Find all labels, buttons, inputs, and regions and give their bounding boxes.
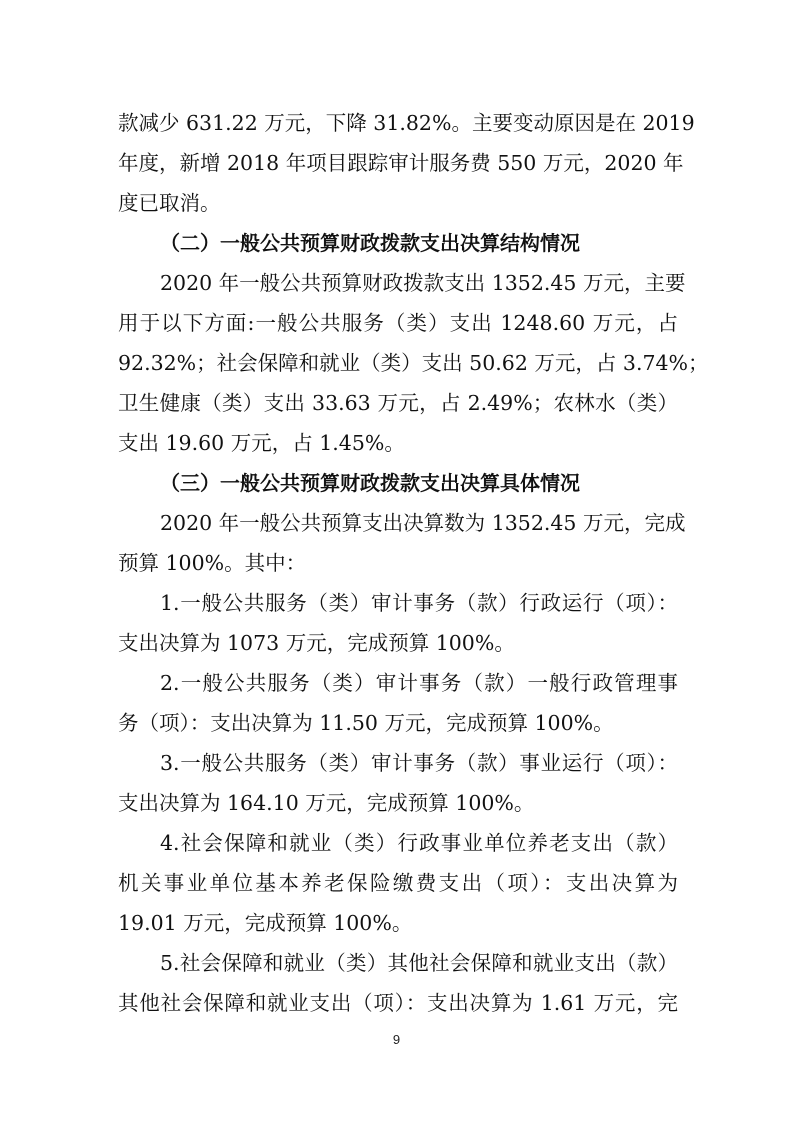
item-5-line-2: 其他社会保障和就业支出（项）：支出决算为 1.61 万元，完: [118, 991, 678, 1015]
page-number: 9: [392, 1032, 401, 1047]
body-line-5: 2020 年一般公共预算财政拨款支出 1352.45 万元，主要: [160, 271, 686, 295]
item-4-line-2: 机关事业单位基本养老保险缴费支出（项）：支出决算为: [118, 871, 678, 895]
body-line-3: 度已取消。: [118, 191, 221, 215]
item-1-line-2: 支出决算为 1073 万元，完成预算 100%。: [118, 631, 515, 655]
body-line-6: 用于以下方面:一般公共服务（类）支出 1248.60 万元，占: [118, 311, 678, 335]
item-4-line-3: 19.01 万元，完成预算 100%。: [118, 911, 413, 935]
item-5-line-1: 5.社会保障和就业（类）其他社会保障和就业支出（款）: [160, 951, 678, 975]
body-line-12: 预算 100%。其中：: [118, 551, 307, 575]
body-line-2: 年度，新增 2018 年项目跟踪审计服务费 550 万元，2020 年: [118, 151, 684, 175]
item-4-line-1: 4.社会保障和就业（类）行政事业单位养老支出（款）: [160, 831, 678, 855]
body-line-7: 92.32%；社会保障和就业（类）支出 50.62 万元，占 3.74%；: [118, 351, 709, 375]
item-3-line-1: 3.一般公共服务（类）审计事务（款）事业运行（项）：: [160, 751, 678, 775]
item-1-line-1: 1.一般公共服务（类）审计事务（款）行政运行（项）：: [160, 591, 678, 615]
body-line-9: 支出 19.60 万元，占 1.45%。: [118, 431, 405, 455]
item-2-line-1: 2.一般公共服务（类）审计事务（款）一般行政管理事: [160, 671, 678, 695]
item-3-line-2: 支出决算为 164.10 万元，完成预算 100%。: [118, 791, 535, 815]
body-line-1: 款减少 631.22 万元，下降 31.82%。主要变动原因是在 2019: [118, 111, 695, 135]
body-line-8: 卫生健康（类）支出 33.63 万元，占 2.49%；农林水（类）: [118, 391, 678, 415]
item-2-line-2: 务（项）：支出决算为 11.50 万元，完成预算 100%。: [118, 711, 614, 735]
body-line-11: 2020 年一般公共预算支出决算数为 1352.45 万元，完成: [160, 511, 686, 535]
section-heading-3: （三）一般公共预算财政拨款支出决算具体情况: [160, 471, 580, 495]
section-heading-2: （二）一般公共预算财政拨款支出决算结构情况: [160, 231, 580, 255]
